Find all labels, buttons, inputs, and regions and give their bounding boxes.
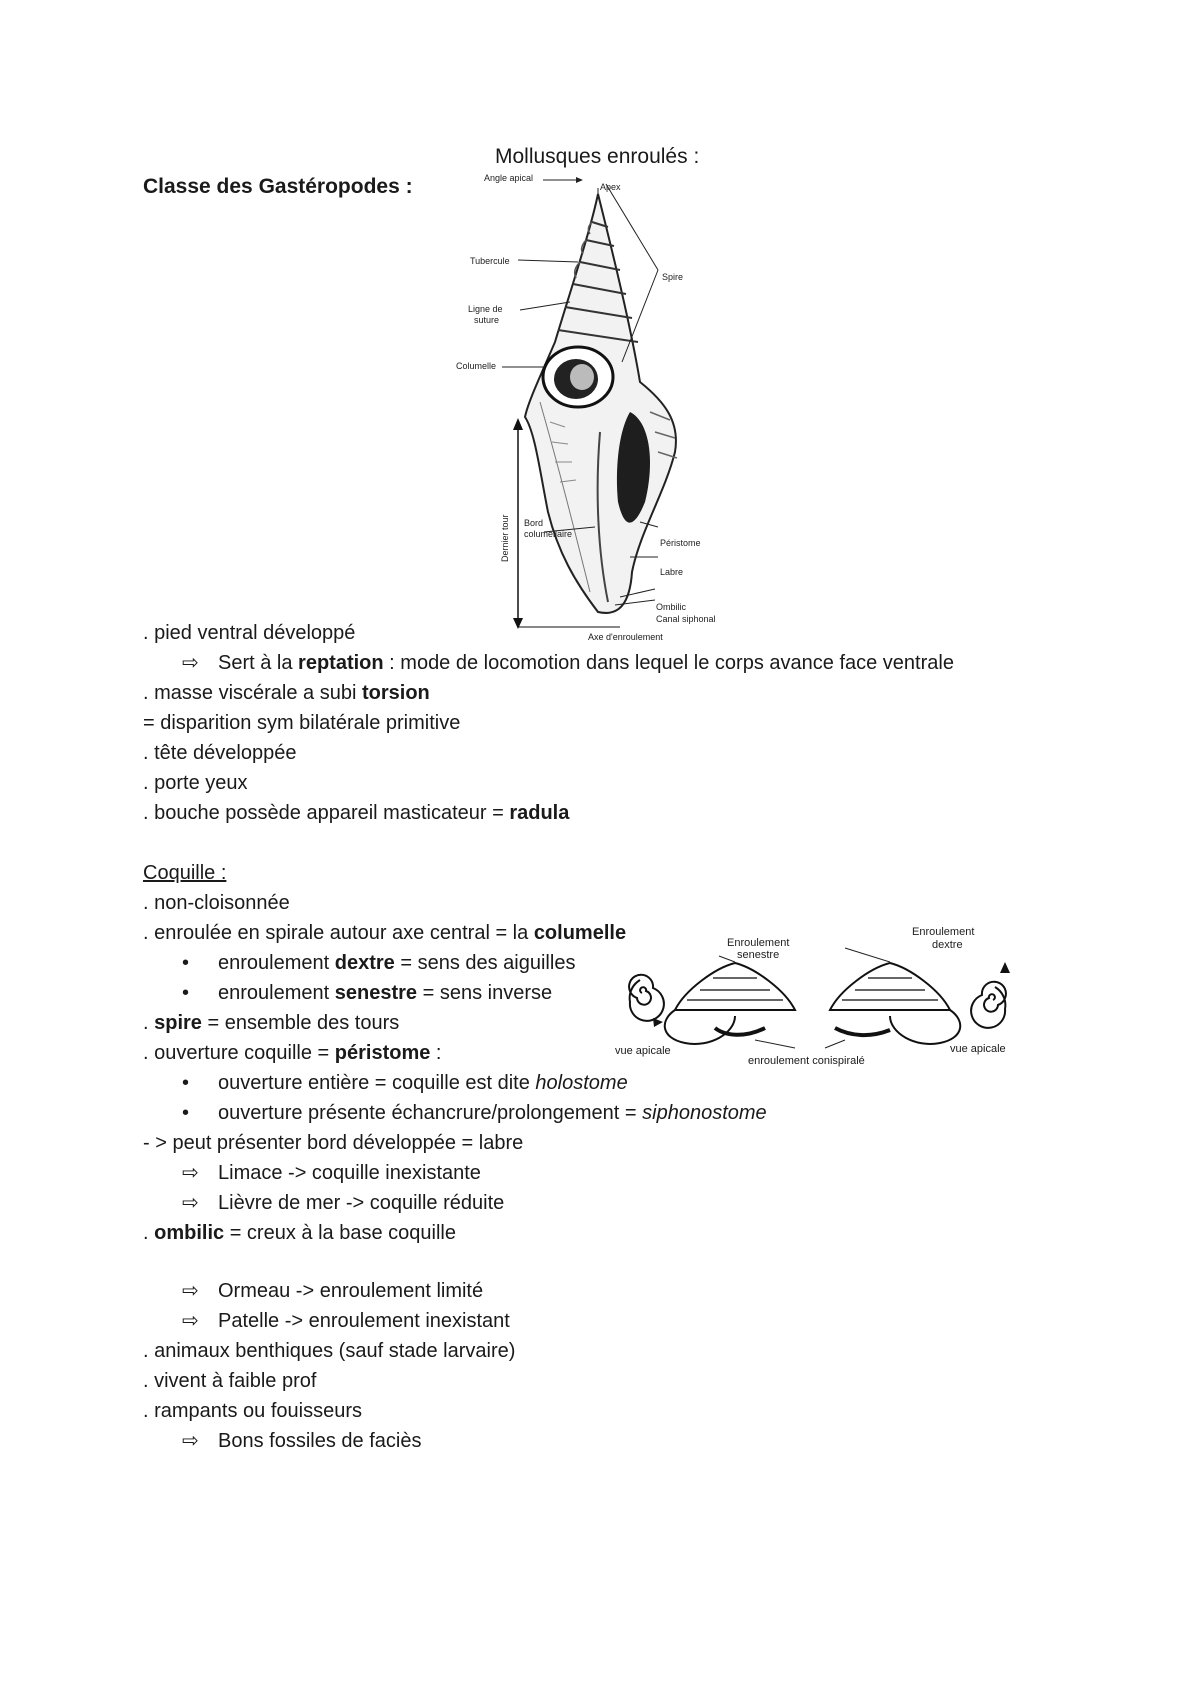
keyword: radula — [509, 802, 570, 824]
keyword: senestre — [334, 982, 418, 1004]
bullet-icon: • — [182, 982, 190, 1004]
label-labre: Labre — [660, 567, 684, 577]
keyword: spire — [154, 1012, 202, 1034]
text: ouverture présente échancrure/prolongement = — [218, 1102, 643, 1124]
text: . ouverture coquille = — [143, 1042, 335, 1064]
keyword: dextre — [334, 952, 395, 974]
keyword: reptation — [298, 652, 384, 674]
label-dextre: dextre — [932, 939, 963, 951]
label-apex: Apex — [600, 182, 621, 192]
bullet-item — [182, 948, 575, 978]
label-axe-enroulement: Axe d'enroulement — [588, 632, 663, 642]
arrow-icon: ⇨ — [182, 1310, 199, 1332]
label-peristome: Péristome — [660, 538, 701, 548]
label-spire: Spire — [662, 272, 684, 282]
arrow-item — [182, 1426, 421, 1456]
bullet-item — [182, 1098, 767, 1128]
text: Lièvre de mer -> coquille réduite — [218, 1192, 505, 1214]
bullet-item — [182, 1068, 628, 1098]
text: : mode de locomotion dans lequel le corps avance face ventrale — [383, 652, 954, 674]
label-tubercule: Tubercule — [470, 256, 510, 266]
text: . — [143, 1222, 155, 1244]
shell-diagram — [456, 172, 750, 630]
subsection-title: Coquille : — [143, 862, 227, 884]
bullet-item — [182, 978, 552, 1008]
text-line: . pied ventral développé — [143, 622, 356, 644]
text-line — [143, 1038, 442, 1068]
text-line: . non-cloisonnée — [143, 892, 290, 914]
text: enroulement — [218, 982, 335, 1004]
arrow-item — [182, 1188, 504, 1218]
bullet-icon: • — [182, 952, 190, 974]
keyword: péristome — [334, 1042, 431, 1064]
arrow-icon: ⇨ — [182, 1162, 199, 1184]
label-ombilic: Ombilic — [656, 602, 687, 612]
text: = sens inverse — [417, 982, 553, 1004]
label-columellaire: columellaire — [524, 529, 573, 539]
text: Bons fossiles de faciès — [218, 1430, 422, 1452]
text-line: . animaux benthiques (sauf stade larvaire) — [143, 1340, 516, 1362]
label-angle-apical: Angle apical — [484, 173, 534, 183]
label-canal-siphonal: Canal siphonal — [656, 614, 716, 624]
label-columelle: Columelle — [456, 361, 497, 371]
keyword: ombilic — [154, 1222, 225, 1244]
bullet-icon: • — [182, 1072, 190, 1094]
section-heading: Classe des Gastéropodes : — [143, 175, 413, 198]
text-line — [143, 1008, 399, 1038]
text: = creux à la base coquille — [224, 1222, 456, 1244]
figure-title: Mollusques enroulés : — [495, 145, 700, 168]
keyword: holostome — [535, 1072, 628, 1094]
text: : — [430, 1042, 442, 1064]
text-line — [143, 678, 430, 708]
text: Ormeau -> enroulement limité — [218, 1280, 484, 1302]
keyword: siphonostome — [642, 1102, 767, 1124]
text: . masse viscérale a subi — [143, 682, 362, 704]
text-line — [143, 1218, 456, 1248]
label-dernier-tour: Dernier tour — [500, 514, 510, 562]
text-line: . porte yeux — [143, 772, 248, 794]
label-enroulement-senestre: Enroulement — [727, 937, 790, 949]
arrow-icon: ⇨ — [182, 1280, 199, 1302]
label-enroulement-dextre: Enroulement — [912, 926, 975, 938]
keyword: torsion — [361, 682, 430, 704]
arrow-item — [182, 1306, 510, 1336]
label-suture: suture — [474, 315, 500, 325]
text: . bouche possède appareil masticateur = — [143, 802, 510, 824]
text-line: = disparition sym bilatérale primitive — [143, 712, 461, 734]
arrow-item — [182, 1158, 481, 1188]
arrow-icon: ⇨ — [182, 652, 199, 674]
text: enroulement — [218, 952, 335, 974]
text: . enroulée en spirale autour axe central = la — [143, 922, 534, 944]
text: Sert à la — [218, 652, 299, 674]
text-line — [143, 918, 626, 948]
label-vue-apicale-right: vue apicale — [950, 1043, 1006, 1055]
text: Limace -> coquille inexistante — [218, 1162, 481, 1184]
arrow-item — [182, 648, 954, 678]
label-bord: Bord — [524, 518, 544, 528]
text: Patelle -> enroulement inexistant — [218, 1310, 510, 1332]
text: = sens des aiguilles — [394, 952, 576, 974]
text-line: - > peut présenter bord développée = labre — [143, 1132, 524, 1154]
text-line — [143, 798, 569, 828]
text-line: . vivent à faible prof — [143, 1370, 317, 1392]
bullet-icon: • — [182, 1102, 190, 1124]
text: . — [143, 1012, 155, 1034]
arrow-icon: ⇨ — [182, 1430, 199, 1452]
text-line: . rampants ou fouisseurs — [143, 1400, 362, 1422]
keyword: columelle — [533, 922, 627, 944]
label-vue-apicale-left: vue apicale — [615, 1045, 671, 1057]
label-conispirale: enroulement conispiralé — [748, 1055, 865, 1067]
text: = ensemble des tours — [201, 1012, 400, 1034]
label-senestre: senestre — [737, 949, 780, 961]
label-ligne-suture: Ligne de — [468, 304, 503, 314]
arrow-icon: ⇨ — [182, 1192, 199, 1214]
text-line: . tête développée — [143, 742, 297, 764]
text: ouverture entière = coquille est dite — [218, 1072, 536, 1094]
arrow-item — [182, 1276, 483, 1306]
